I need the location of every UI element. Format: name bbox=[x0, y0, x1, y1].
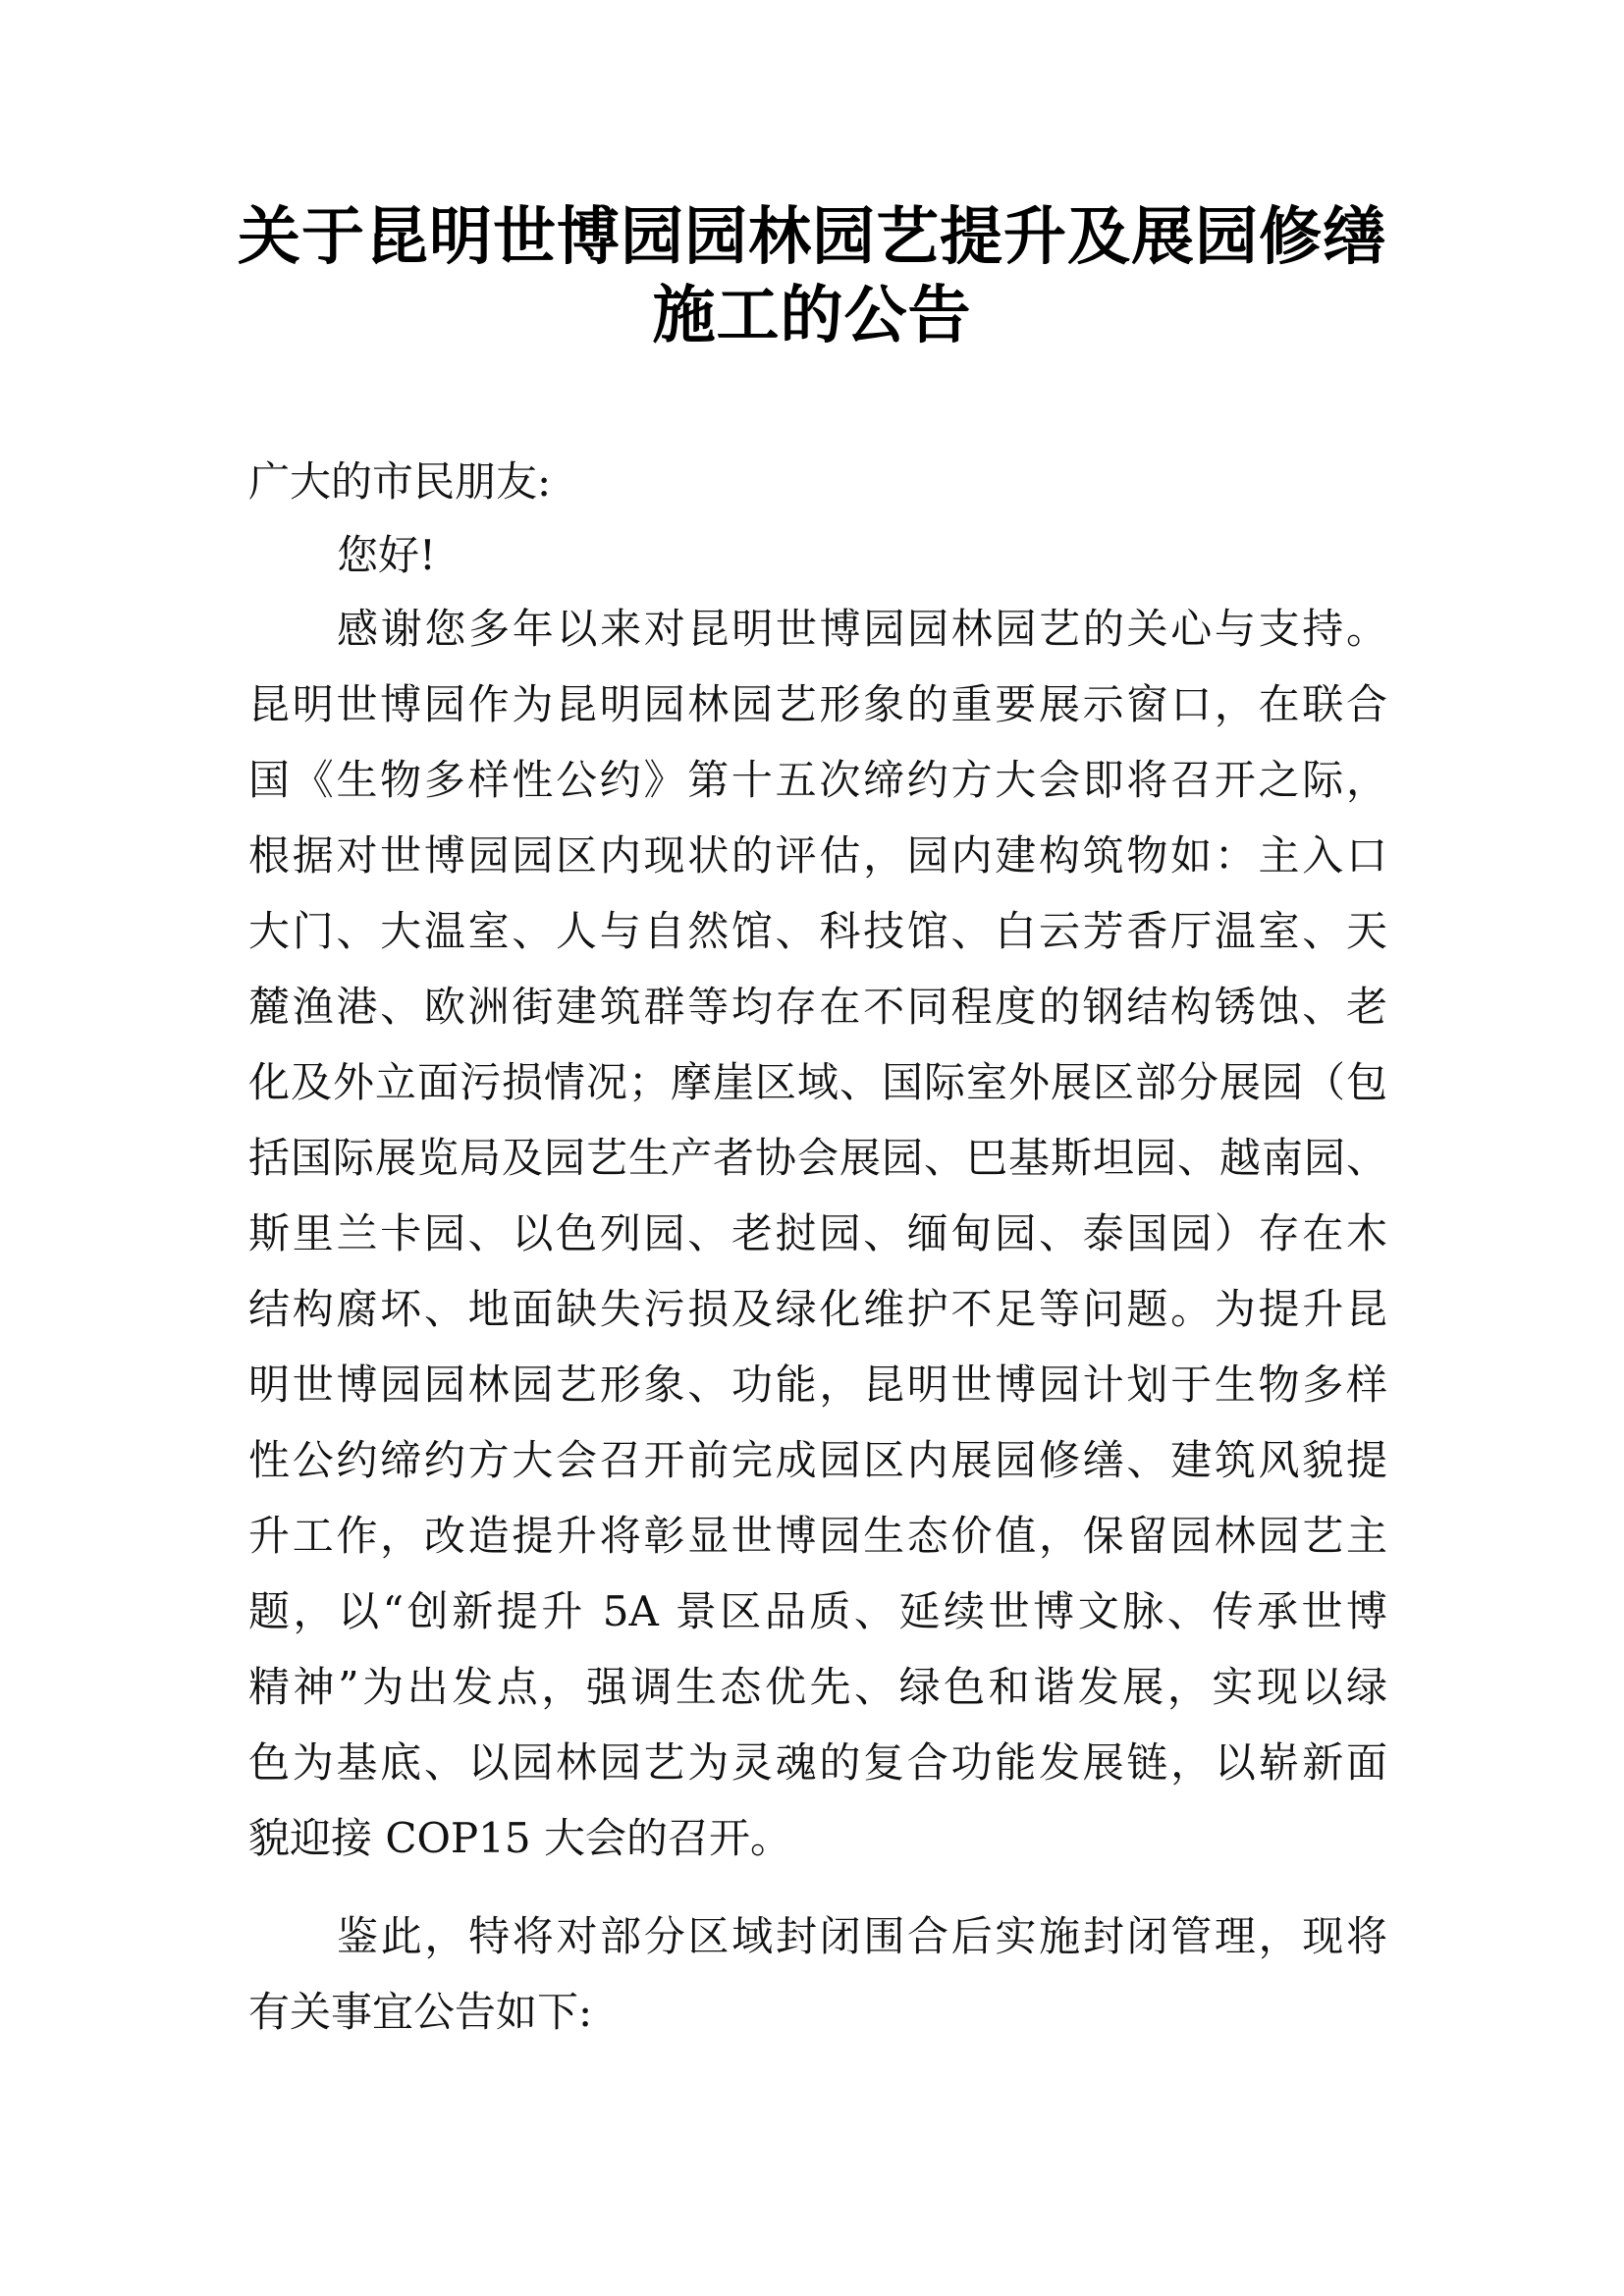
paragraph1-line: 精神”为出发点，强调生态优先、绿色和谐发展，实现以绿 bbox=[248, 1663, 1387, 1711]
paragraph1-line: 题，以“创新提升 5A 景区品质、延续世博文脉、传承世博 bbox=[248, 1587, 1387, 1635]
document-title-line-2: 施工的公告 bbox=[652, 279, 972, 352]
paragraph1-line: 貌迎接 COP15 大会的召开。 bbox=[248, 1814, 791, 1862]
paragraph1-line: 结构腐坏、地面缺失污损及绿化维护不足等问题。为提升昆 bbox=[248, 1285, 1387, 1333]
paragraph1-line: 感谢您多年以来对昆明世博园园林园艺的关心与支持。 bbox=[337, 605, 1387, 653]
paragraph2-line: 有关事宜公告如下: bbox=[248, 1988, 593, 2036]
paragraph1-line: 国《生物多样性公约》第十五次缔约方大会即将召开之际， bbox=[248, 756, 1387, 804]
paragraph1-line: 括国际展览局及园艺生产者协会展园、巴基斯坦园、越南园、 bbox=[248, 1134, 1387, 1182]
paragraph1-line: 麓渔港、欧洲街建筑群等均存在不同程度的钢结构锈蚀、老 bbox=[248, 983, 1387, 1031]
paragraph1-line: 明世博园园林园艺形象、功能，昆明世博园计划于生物多样 bbox=[248, 1361, 1387, 1409]
paragraph2-line: 鉴此，特将对部分区域封闭围合后实施封闭管理，现将 bbox=[337, 1912, 1387, 1960]
paragraph1-line: 性公约缔约方大会召开前完成园区内展园修缮、建筑风貌提 bbox=[248, 1436, 1387, 1484]
greeting: 您好! bbox=[337, 531, 436, 579]
document-title-line-1: 关于昆明世博园园林园艺提升及展园修缮 bbox=[238, 200, 1386, 274]
salutation: 广大的市民朋友: bbox=[248, 457, 552, 506]
paragraph1-line: 根据对世博园园区内现状的评估，园内建构筑物如：主入口 bbox=[248, 831, 1387, 880]
paragraph1-line: 斯里兰卡园、以色列园、老挝园、缅甸园、泰国园）存在木 bbox=[248, 1209, 1387, 1257]
paragraph1-line: 化及外立面污损情况；摩崖区域、国际室外展区部分展园（包 bbox=[248, 1058, 1387, 1106]
paragraph1-line: 升工作，改造提升将彰显世博园生态价值，保留园林园艺主 bbox=[248, 1512, 1387, 1560]
paragraph1-line: 昆明世博园作为昆明园林园艺形象的重要展示窗口，在联合 bbox=[248, 680, 1387, 728]
paragraph1-line: 色为基底、以园林园艺为灵魂的复合功能发展链，以崭新面 bbox=[248, 1738, 1387, 1787]
paragraph1-line: 大门、大温室、人与自然馆、科技馆、白云芳香厅温室、天 bbox=[248, 907, 1387, 955]
